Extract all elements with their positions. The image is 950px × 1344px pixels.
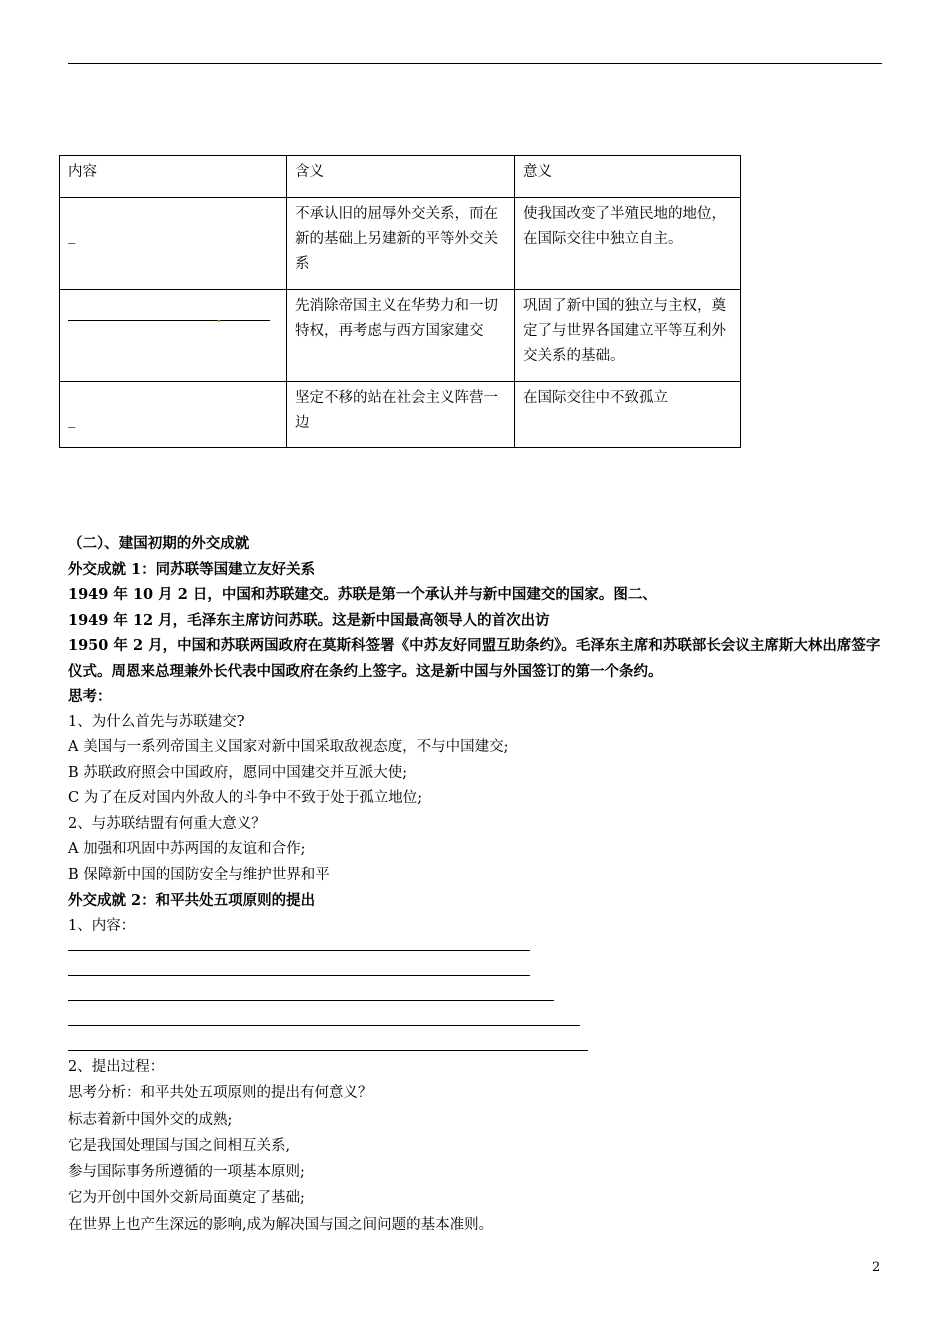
- achievement-two-title: 外交成就 2：和平共处五项原则的提出: [68, 892, 316, 909]
- fill-in-blank-line: [68, 304, 270, 321]
- paragraph-1949-dec: 1949 年 12 月，毛泽东主席访问苏联。这是新中国最高领导人的首次出访: [68, 611, 550, 629]
- header-rule: [68, 63, 882, 64]
- answer-line: [68, 950, 530, 951]
- answer-line: [68, 1000, 554, 1001]
- table-row: [60, 382, 741, 448]
- content-label: 1、内容：: [68, 917, 136, 934]
- significance-line: 它为开创中国外交新局面奠定了基础;: [68, 1190, 305, 1207]
- achievement-one-title: 外交成就 1：同苏联等国建立友好关系: [68, 560, 316, 578]
- table-cell-meaning: 坚定不移的站在社会主义阵营一边: [287, 382, 515, 448]
- think-label: 思考：: [68, 688, 112, 705]
- paragraph-1950-feb: 1950 年 2 月，中国和苏联两国政府在莫斯科签署《中苏友好同盟互助条约》。毛泽东主席和苏联部长会议主席斯大林出席签字仪式。周恩来总理兼外长代表中国政府在条约上签字。这是新中国与外国签订的第一个条约。: [68, 637, 881, 680]
- table-header-meaning: 含义: [287, 156, 515, 198]
- diplomacy-table: [59, 155, 741, 448]
- answer-line: [68, 1025, 580, 1026]
- paragraph-1949-oct: 1949 年 10 月 2 日，中国和苏联建交。苏联是第一个承认并与新中国建交的国家。图二、: [68, 586, 657, 603]
- table-row: [60, 290, 741, 382]
- table-cell-content: _: [60, 382, 287, 448]
- answer-line: [68, 1050, 588, 1051]
- page-number: 2: [872, 1260, 881, 1275]
- answer-1c: C 为了在反对国内外敌人的斗争中不致于处于孤立地位;: [68, 790, 423, 806]
- process-label: 2、提出过程：: [68, 1059, 165, 1075]
- answer-1a: A 美国与一系列帝国主义国家对新中国采取敌视态度，不与中国建交;: [68, 739, 509, 755]
- significance-line: 在世界上也产生深远的影响,成为解决国与国之间问题的基本准则。: [68, 1216, 494, 1233]
- answer-2b: B 保障新中国的国防安全与维护世界和平: [68, 866, 330, 883]
- answer-2a: A 加强和巩固中苏两国的友谊和合作;: [68, 841, 306, 857]
- table-cell-content: _: [60, 198, 287, 290]
- answer-line: [68, 975, 530, 976]
- analysis-question: 思考分析：和平共处五项原则的提出有何意义？: [68, 1085, 373, 1102]
- table-header-significance: 意义: [515, 156, 741, 198]
- answer-1b: B 苏联政府照会中国政府，愿同中国建交并互派大使;: [68, 764, 408, 781]
- section-two-text: [68, 531, 888, 939]
- table-header-content: 内容: [60, 156, 287, 198]
- table-cell-significance: 在国际交往中不致孤立: [515, 382, 741, 448]
- table-cell-meaning: 不承认旧的屈辱外交关系，而在新的基础上另建新的平等外交关系: [287, 198, 515, 290]
- section-three-text: [68, 1054, 888, 1238]
- table-cell-significance: 使我国改变了半殖民地的地位，在国际交往中独立自主。: [515, 198, 741, 290]
- table-row: [60, 198, 741, 290]
- question-2: 2、与苏联结盟有何重大意义？: [68, 815, 266, 832]
- table-cell-content: [60, 290, 287, 382]
- table-cell-meaning: 先消除帝国主义在华势力和一切特权，再考虑与西方国家建交: [287, 290, 515, 382]
- significance-line: 参与国际事务所遵循的一项基本原则;: [68, 1164, 305, 1181]
- significance-line: 它是我国处理国与国之间相互关系,: [68, 1137, 291, 1154]
- significance-line: 标志着新中国外交的成熟;: [68, 1111, 233, 1128]
- table-cell-significance: 巩固了新中国的独立与主权，奠定了与世界各国建立平等互利外交关系的基础。: [515, 290, 741, 382]
- question-1: 1、为什么首先与苏联建交?: [68, 713, 245, 730]
- table-header-row: [60, 156, 741, 198]
- section-heading: （二）、建国初期的外交成就: [68, 535, 250, 552]
